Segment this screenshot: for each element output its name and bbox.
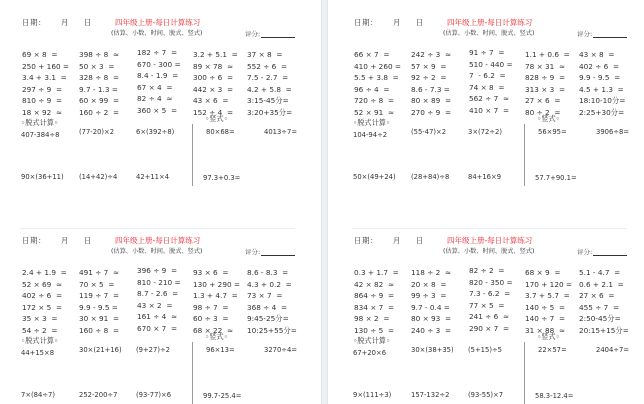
oral-problem: 297 ÷ 9 = <box>22 84 63 94</box>
oral-problem: 396 ÷ 9 = <box>137 266 178 275</box>
oral-problem: 368 ÷ 4 = <box>247 302 288 312</box>
worksheet-subtitle: (估算、小数、时间、脱式、竖式) <box>443 248 535 255</box>
oral-problem: 4.3 + 0.2 = <box>247 279 292 289</box>
tuoshi-section-label: ◦脱式计算◦ <box>353 336 391 345</box>
tuoshi-problem: (93-55)×7 <box>468 391 504 399</box>
oral-problem: 3:20+35分= <box>247 107 293 117</box>
oral-problem: 9.7 - 1.3 = <box>79 84 118 94</box>
oral-problem: 20:15+15分= <box>579 325 629 335</box>
oral-problem: 35 × 3 = <box>22 314 58 323</box>
oral-problem: 9.7 - 0.4 = <box>411 302 450 312</box>
oral-problem: 43 × 2 = <box>137 300 173 310</box>
tuoshi-problem: 84+16×9 <box>468 173 502 181</box>
score-blank[interactable] <box>261 255 295 256</box>
shushi-problem: 56×95= <box>538 128 567 136</box>
oral-problem: 402 ÷ 6 = <box>22 291 63 300</box>
score-blank[interactable] <box>593 37 627 38</box>
tuoshi-problem: 252-200÷7 <box>79 391 118 399</box>
score-field <box>245 247 295 256</box>
oral-problem: 82 ÷ 2 = <box>469 266 505 275</box>
oral-problem: 31 × 88 ≈ <box>525 325 566 335</box>
oral-problem: 410 × 7 = <box>469 105 510 115</box>
oral-problem: 43 × 6 = <box>193 96 229 105</box>
shushi-problem: 96×13= <box>206 346 235 354</box>
shushi-problem: 80×68= <box>206 128 235 136</box>
oral-problem: 562 ÷ 7 ≈ <box>469 94 510 103</box>
tuoshi-problem: 67+20×6 <box>353 349 387 357</box>
oral-problem: 360 × 5 = <box>137 105 178 115</box>
shushi-problem: 57.7+90.1= <box>535 174 577 182</box>
oral-problem: 834 × 7 = <box>354 302 395 312</box>
date-field <box>354 235 436 246</box>
oral-problem: 3:15-45分= <box>247 96 289 105</box>
oral-problem: 119 ÷ 7 = <box>79 291 120 300</box>
tuoshi-section-label: ◦脱式计算◦ <box>21 118 59 127</box>
oral-problem: 455 ÷ 7 = <box>579 302 620 312</box>
oral-problem: 152 ÷ 4 = <box>193 107 234 117</box>
oral-problem: 3.2 + 5.1 = <box>193 50 238 59</box>
oral-column <box>193 267 240 336</box>
oral-problem: 172 × 5 = <box>22 302 63 312</box>
tuoshi-problem: (28+84)÷8 <box>411 173 450 181</box>
oral-problem: 9:45-25分= <box>247 314 289 323</box>
section-divider <box>524 124 525 186</box>
date-label: 日期： <box>22 18 46 27</box>
worksheet-page <box>0 228 312 404</box>
tuoshi-problem: 50×(49+24) <box>353 173 396 181</box>
oral-problem: 130 + 290 = <box>193 279 241 289</box>
oral-problem: 96 ÷ 4 = <box>354 84 390 94</box>
oral-problem: 42 × 82 ≈ <box>354 279 395 289</box>
oral-problem: 68 × 9 = <box>525 268 561 277</box>
oral-problem: 27 × 6 = <box>579 291 615 300</box>
oral-problem: 80 × 93 = <box>411 314 452 323</box>
oral-problem: 77 × 5 = <box>469 300 505 310</box>
oral-problem: 402 ÷ 6 = <box>579 61 620 71</box>
oral-problem: 0.6 + 2.1 = <box>579 279 624 289</box>
oral-problem: 161 ÷ 4 ≈ <box>137 312 178 321</box>
oral-problem: 182 ÷ 7 = <box>137 48 178 57</box>
shushi-section-label: ◦竖式◦ <box>205 114 228 123</box>
oral-problem: 313 × 3 = <box>525 84 566 94</box>
oral-problem: 98 × 2 = <box>354 314 390 323</box>
oral-problem: 864 ÷ 9 = <box>354 291 395 300</box>
oral-problem: 240 ÷ 3 = <box>411 325 452 335</box>
shushi-problem: 99.7-25.4= <box>203 392 242 400</box>
oral-problem: 54 ÷ 2 = <box>22 325 58 335</box>
oral-problem: 2.4 + 1.9 = <box>22 268 67 277</box>
oral-problem: 98 ÷ 7 = <box>193 302 229 312</box>
oral-problem: 270 ÷ 9 = <box>411 107 452 117</box>
tuoshi-problem: 42+11×4 <box>136 173 170 181</box>
oral-column <box>22 267 67 336</box>
oral-problem: 241 ÷ 6 ≈ <box>469 312 510 321</box>
score-field <box>577 29 627 38</box>
oral-problem: 82 ÷ 4 ≈ <box>137 94 173 103</box>
oral-problem: 250 + 160 = <box>22 61 70 71</box>
oral-column <box>247 267 297 336</box>
tuoshi-problem: 104-94÷2 <box>353 131 388 139</box>
oral-problem: 510 - 440 = <box>469 59 513 69</box>
oral-problem: 290 × 7 = <box>469 323 510 333</box>
date-field <box>354 17 436 28</box>
section-divider <box>524 342 525 404</box>
shushi-problem: 22×57= <box>538 346 567 354</box>
oral-column <box>137 47 181 116</box>
oral-problem: 7.5 - 2.7 = <box>247 73 289 82</box>
oral-problem: 18:10-10分= <box>579 96 626 105</box>
oral-problem: 68 × 22 ≈ <box>193 325 234 335</box>
date-label: 日期： <box>22 236 46 245</box>
oral-column <box>247 49 292 118</box>
oral-problem: 3.4 + 3.1 = <box>22 73 67 82</box>
tuoshi-problem: (93-77)×6 <box>136 391 172 399</box>
shushi-problem: 4013÷7= <box>264 128 298 136</box>
worksheet-title: 四年级上册-每日计算练习 <box>115 236 201 245</box>
score-field <box>577 247 627 256</box>
oral-problem: 69 × 8 = <box>22 50 58 59</box>
tuoshi-problem: (9+27)÷2 <box>136 346 170 354</box>
oral-problem: 27 × 6 = <box>525 96 561 105</box>
tuoshi-problem: 90×(36+11) <box>21 173 64 181</box>
oral-problem: 60 × 99 = <box>79 96 120 105</box>
oral-problem: 4.5 + 1.3 = <box>579 84 624 94</box>
oral-column <box>193 49 238 118</box>
oral-problem: 99 ÷ 3 = <box>411 291 447 300</box>
score-label: 评分: <box>577 30 593 38</box>
oral-problem: 18 × 92 ≈ <box>22 107 63 117</box>
oral-problem: 810 ÷ 9 = <box>22 96 63 105</box>
oral-problem: 491 ÷ 7 ≈ <box>79 268 120 277</box>
oral-problem: 9.9 - 9.5 = <box>79 302 118 312</box>
section-divider <box>192 342 193 404</box>
oral-problem: 8.6 - 8.3 = <box>247 268 289 277</box>
tuoshi-problem: 6×(392÷8) <box>136 128 175 136</box>
tuoshi-problem: (14+42)÷4 <box>79 173 118 181</box>
oral-column <box>411 49 451 118</box>
oral-problem: 89 × 78 ≈ <box>193 61 234 71</box>
score-label: 评分: <box>577 248 593 256</box>
oral-problem: 9.9 - 9.5 = <box>579 73 621 82</box>
tuoshi-problem: (55-47)×2 <box>411 128 447 136</box>
oral-problem: 0.3 + 1.7 = <box>354 268 399 277</box>
score-label: 评分: <box>245 30 261 38</box>
shushi-section-label: ◦竖式◦ <box>537 332 560 341</box>
oral-problem: 37 × 8 = <box>247 50 283 59</box>
oral-problem: 8.7 - 2.6 = <box>137 289 179 298</box>
oral-problem: 7.3 - 6.2 = <box>469 289 511 298</box>
shushi-problem: 3906÷8= <box>596 128 630 136</box>
section-divider <box>192 124 193 186</box>
oral-problem: 130 ÷ 5 = <box>354 325 395 335</box>
oral-column <box>579 49 625 118</box>
oral-problem: 67 × 4 = <box>137 82 173 92</box>
oral-problem: 4.2 + 5.8 = <box>247 84 292 94</box>
tuoshi-problem: 407-384÷8 <box>21 131 60 139</box>
worksheet-title: 四年级上册-每日计算练习 <box>447 236 533 245</box>
oral-problem: 93 × 6 = <box>193 268 229 277</box>
oral-column <box>79 49 119 118</box>
oral-problem: 73 × 7 = <box>247 291 283 300</box>
day-label: 日 <box>415 236 424 245</box>
day-label: 日 <box>83 18 92 27</box>
oral-problem: 20 × 8 = <box>411 279 447 289</box>
oral-column <box>469 47 513 116</box>
worksheet-title: 四年级上册-每日计算练习 <box>115 18 201 27</box>
oral-problem: 60 ÷ 3 = <box>193 314 229 323</box>
oral-problem: 2:50-45分= <box>579 314 621 323</box>
shushi-problem: 58.3-12.4= <box>535 392 574 400</box>
oral-problem: 7 - 6.2 = <box>469 71 506 80</box>
day-label: 日 <box>415 18 424 27</box>
score-field <box>245 29 295 38</box>
score-blank[interactable] <box>261 37 295 38</box>
page-divider <box>321 0 328 404</box>
oral-problem: 242 ÷ 3 ≈ <box>411 50 452 59</box>
oral-problem: 43 × 8 = <box>579 50 615 59</box>
oral-problem: 3.7 + 5.7 = <box>525 291 570 300</box>
oral-problem: 5.1 - 4.7 = <box>579 268 621 277</box>
oral-problem: 57 × 9 = <box>411 61 447 71</box>
tuoshi-problem: 44+15×8 <box>21 349 55 357</box>
score-blank[interactable] <box>593 255 627 256</box>
oral-problem: 670 - 300 = <box>137 59 181 69</box>
oral-problem: 410 + 260 = <box>354 61 402 71</box>
oral-problem: 80 × 89 = <box>411 96 452 105</box>
oral-problem: 92 ÷ 2 = <box>411 73 447 82</box>
worksheet-subtitle: (估算、小数、时间、脱式、竖式) <box>111 30 203 37</box>
tuoshi-problem: (77-20)×2 <box>79 128 115 136</box>
oral-problem: 8.4 - 1.9 = <box>137 71 179 80</box>
oral-problem: 80 ÷ 2 = <box>525 107 561 117</box>
oral-problem: 442 × 3 = <box>193 84 234 94</box>
oral-problem: 52 × 69 ≈ <box>22 279 63 289</box>
oral-problem: 552 ÷ 6 = <box>247 61 288 71</box>
oral-problem: 820 - 350 = <box>469 277 513 287</box>
oral-problem: 670 × 7 = <box>137 323 178 333</box>
oral-problem: 91 ÷ 7 = <box>469 48 505 57</box>
shushi-section-label: ◦竖式◦ <box>537 114 560 123</box>
tuoshi-problem: 157-132÷2 <box>411 391 450 399</box>
oral-problem: 140 ÷ 5 = <box>525 302 566 312</box>
oral-problem: 398 ÷ 8 ≈ <box>79 50 120 59</box>
oral-column <box>525 267 572 336</box>
date-field <box>22 17 104 28</box>
oral-problem: 1.3 + 4.7 = <box>193 291 238 300</box>
oral-problem: 720 ÷ 8 = <box>354 96 395 105</box>
day-label: 日 <box>83 236 92 245</box>
tuoshi-problem: 30×(38+35) <box>411 346 454 354</box>
oral-problem: 828 ÷ 9 = <box>525 73 566 82</box>
oral-problem: 300 ÷ 6 = <box>193 73 234 82</box>
oral-column <box>137 265 181 334</box>
worksheet-page <box>332 228 644 404</box>
worksheet-title: 四年级上册-每日计算练习 <box>447 18 533 27</box>
oral-problem: 118 ÷ 2 ≈ <box>411 268 452 277</box>
tuoshi-problem: (5+15)÷5 <box>468 346 502 354</box>
oral-problem: 140 ÷ 7 = <box>525 314 566 323</box>
shushi-section-label: ◦竖式◦ <box>205 332 228 341</box>
tuoshi-section-label: ◦脱式计算◦ <box>21 336 59 345</box>
oral-problem: 160 ÷ 2 = <box>79 107 120 117</box>
oral-problem: 810 - 210 = <box>137 277 181 287</box>
oral-problem: 10:25+55分= <box>247 325 297 335</box>
score-label: 评分: <box>245 248 261 256</box>
worksheet-subtitle: (估算、小数、时间、脱式、竖式) <box>443 30 535 37</box>
month-label: 月 <box>392 236 401 245</box>
tuoshi-problem: 9×(111÷3) <box>353 391 392 399</box>
oral-column <box>525 49 570 118</box>
oral-problem: 170 + 120 = <box>525 279 573 289</box>
oral-problem: 8.6 - 7.3 = <box>411 84 450 94</box>
oral-problem: 328 ÷ 8 = <box>79 73 120 82</box>
shushi-problem: 2404÷7= <box>596 346 630 354</box>
tuoshi-problem: 3×(72÷2) <box>468 128 502 136</box>
month-label: 月 <box>392 18 401 27</box>
tuoshi-problem: 7×(84÷7) <box>21 391 55 399</box>
oral-problem: 52 × 91 ≈ <box>354 107 395 117</box>
worksheet-page <box>332 0 644 228</box>
shushi-problem: 97.3+0.3= <box>203 174 241 182</box>
date-label: 日期： <box>354 18 378 27</box>
oral-column <box>354 267 399 336</box>
oral-column <box>411 267 451 336</box>
oral-problem: 78 × 31 ≈ <box>525 61 566 71</box>
oral-problem: 160 ÷ 8 = <box>79 325 120 335</box>
oral-column <box>579 267 629 336</box>
date-field <box>22 235 104 246</box>
date-label: 日期： <box>354 236 378 245</box>
oral-problem: 70 × 5 = <box>79 279 115 289</box>
tuoshi-problem: 30×(21+16) <box>79 346 122 354</box>
oral-problem: 5.5 + 3.8 = <box>354 73 399 82</box>
month-label: 月 <box>60 18 69 27</box>
month-label: 月 <box>60 236 69 245</box>
worksheet-subtitle: (估算、小数、时间、脱式、竖式) <box>111 248 203 255</box>
oral-problem: 2:25+30分= <box>579 107 625 117</box>
shushi-problem: 3270÷4= <box>264 346 298 354</box>
worksheet-page <box>0 0 312 228</box>
oral-column <box>354 49 401 118</box>
oral-problem: 50 × 3 = <box>79 61 115 71</box>
oral-problem: 30 × 91 = <box>79 314 120 323</box>
oral-problem: 66 × 7 = <box>354 50 390 59</box>
oral-column <box>469 265 513 334</box>
oral-column <box>22 49 69 118</box>
oral-column <box>79 267 119 336</box>
oral-problem: 74 × 8 = <box>469 82 505 92</box>
oral-problem: 1.1 + 0.6 = <box>525 50 570 59</box>
tuoshi-section-label: ◦脱式计算◦ <box>353 118 391 127</box>
